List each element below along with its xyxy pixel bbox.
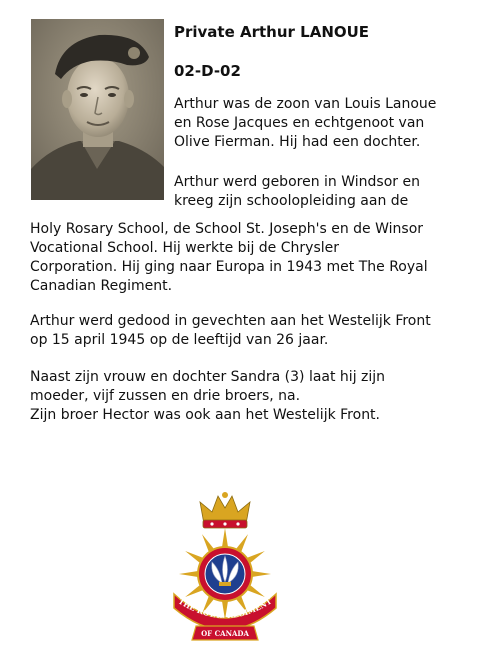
grave-reference: 02-D-02 <box>174 62 241 80</box>
scroll-top-text: THE ROYAL REGIMENT <box>176 596 274 621</box>
text-line: Holy Rosary School, de School St. Joseph's en de Winsor <box>30 221 424 237</box>
text-line: op 15 april 1945 op de leeftijd van 26 jaar. <box>30 332 329 348</box>
text-line: Zijn broer Hector was ook aan het Westelijk Front. <box>30 407 380 423</box>
text-line: Canadian Regiment. <box>30 278 173 294</box>
text-line: Olive Fierman. Hij had een dochter. <box>174 134 421 150</box>
paragraph-survivors <box>30 368 480 425</box>
text-line: kreeg zijn schoolopleiding aan de <box>174 193 409 209</box>
text-line: Arthur werd geboren in Windsor en <box>174 174 420 190</box>
text-line: en Rose Jacques en echtgenoot van <box>174 115 425 131</box>
paragraph-death <box>30 312 480 350</box>
soldier-portrait-photo <box>31 19 164 200</box>
paragraph-family <box>174 95 474 152</box>
text-line: Corporation. Hij ging naar Europa in 1943 met The Royal <box>30 259 428 275</box>
regiment-crest-icon <box>170 490 280 642</box>
text-line: Naast zijn vrouw en dochter Sandra (3) laat hij zijn <box>30 369 386 385</box>
regiment-badge <box>170 490 280 642</box>
paragraph-birth-top <box>174 173 474 211</box>
crown-icon <box>200 492 250 528</box>
text-line: Arthur werd gedood in gevechten aan het Westelijk Front <box>30 313 431 329</box>
text-line: Vocational School. Hij werkte bij de Chrysler <box>30 240 339 256</box>
text-line: Arthur was de zoon van Louis Lanoue <box>174 96 437 112</box>
text-line: moeder, vijf zussen en drie broers, na. <box>30 388 301 404</box>
scroll-bottom-text: OF CANADA <box>201 629 249 638</box>
paragraph-birth-bottom <box>30 220 480 296</box>
portrait-image <box>31 19 164 200</box>
page-title: Private Arthur LANOUE <box>174 23 370 41</box>
